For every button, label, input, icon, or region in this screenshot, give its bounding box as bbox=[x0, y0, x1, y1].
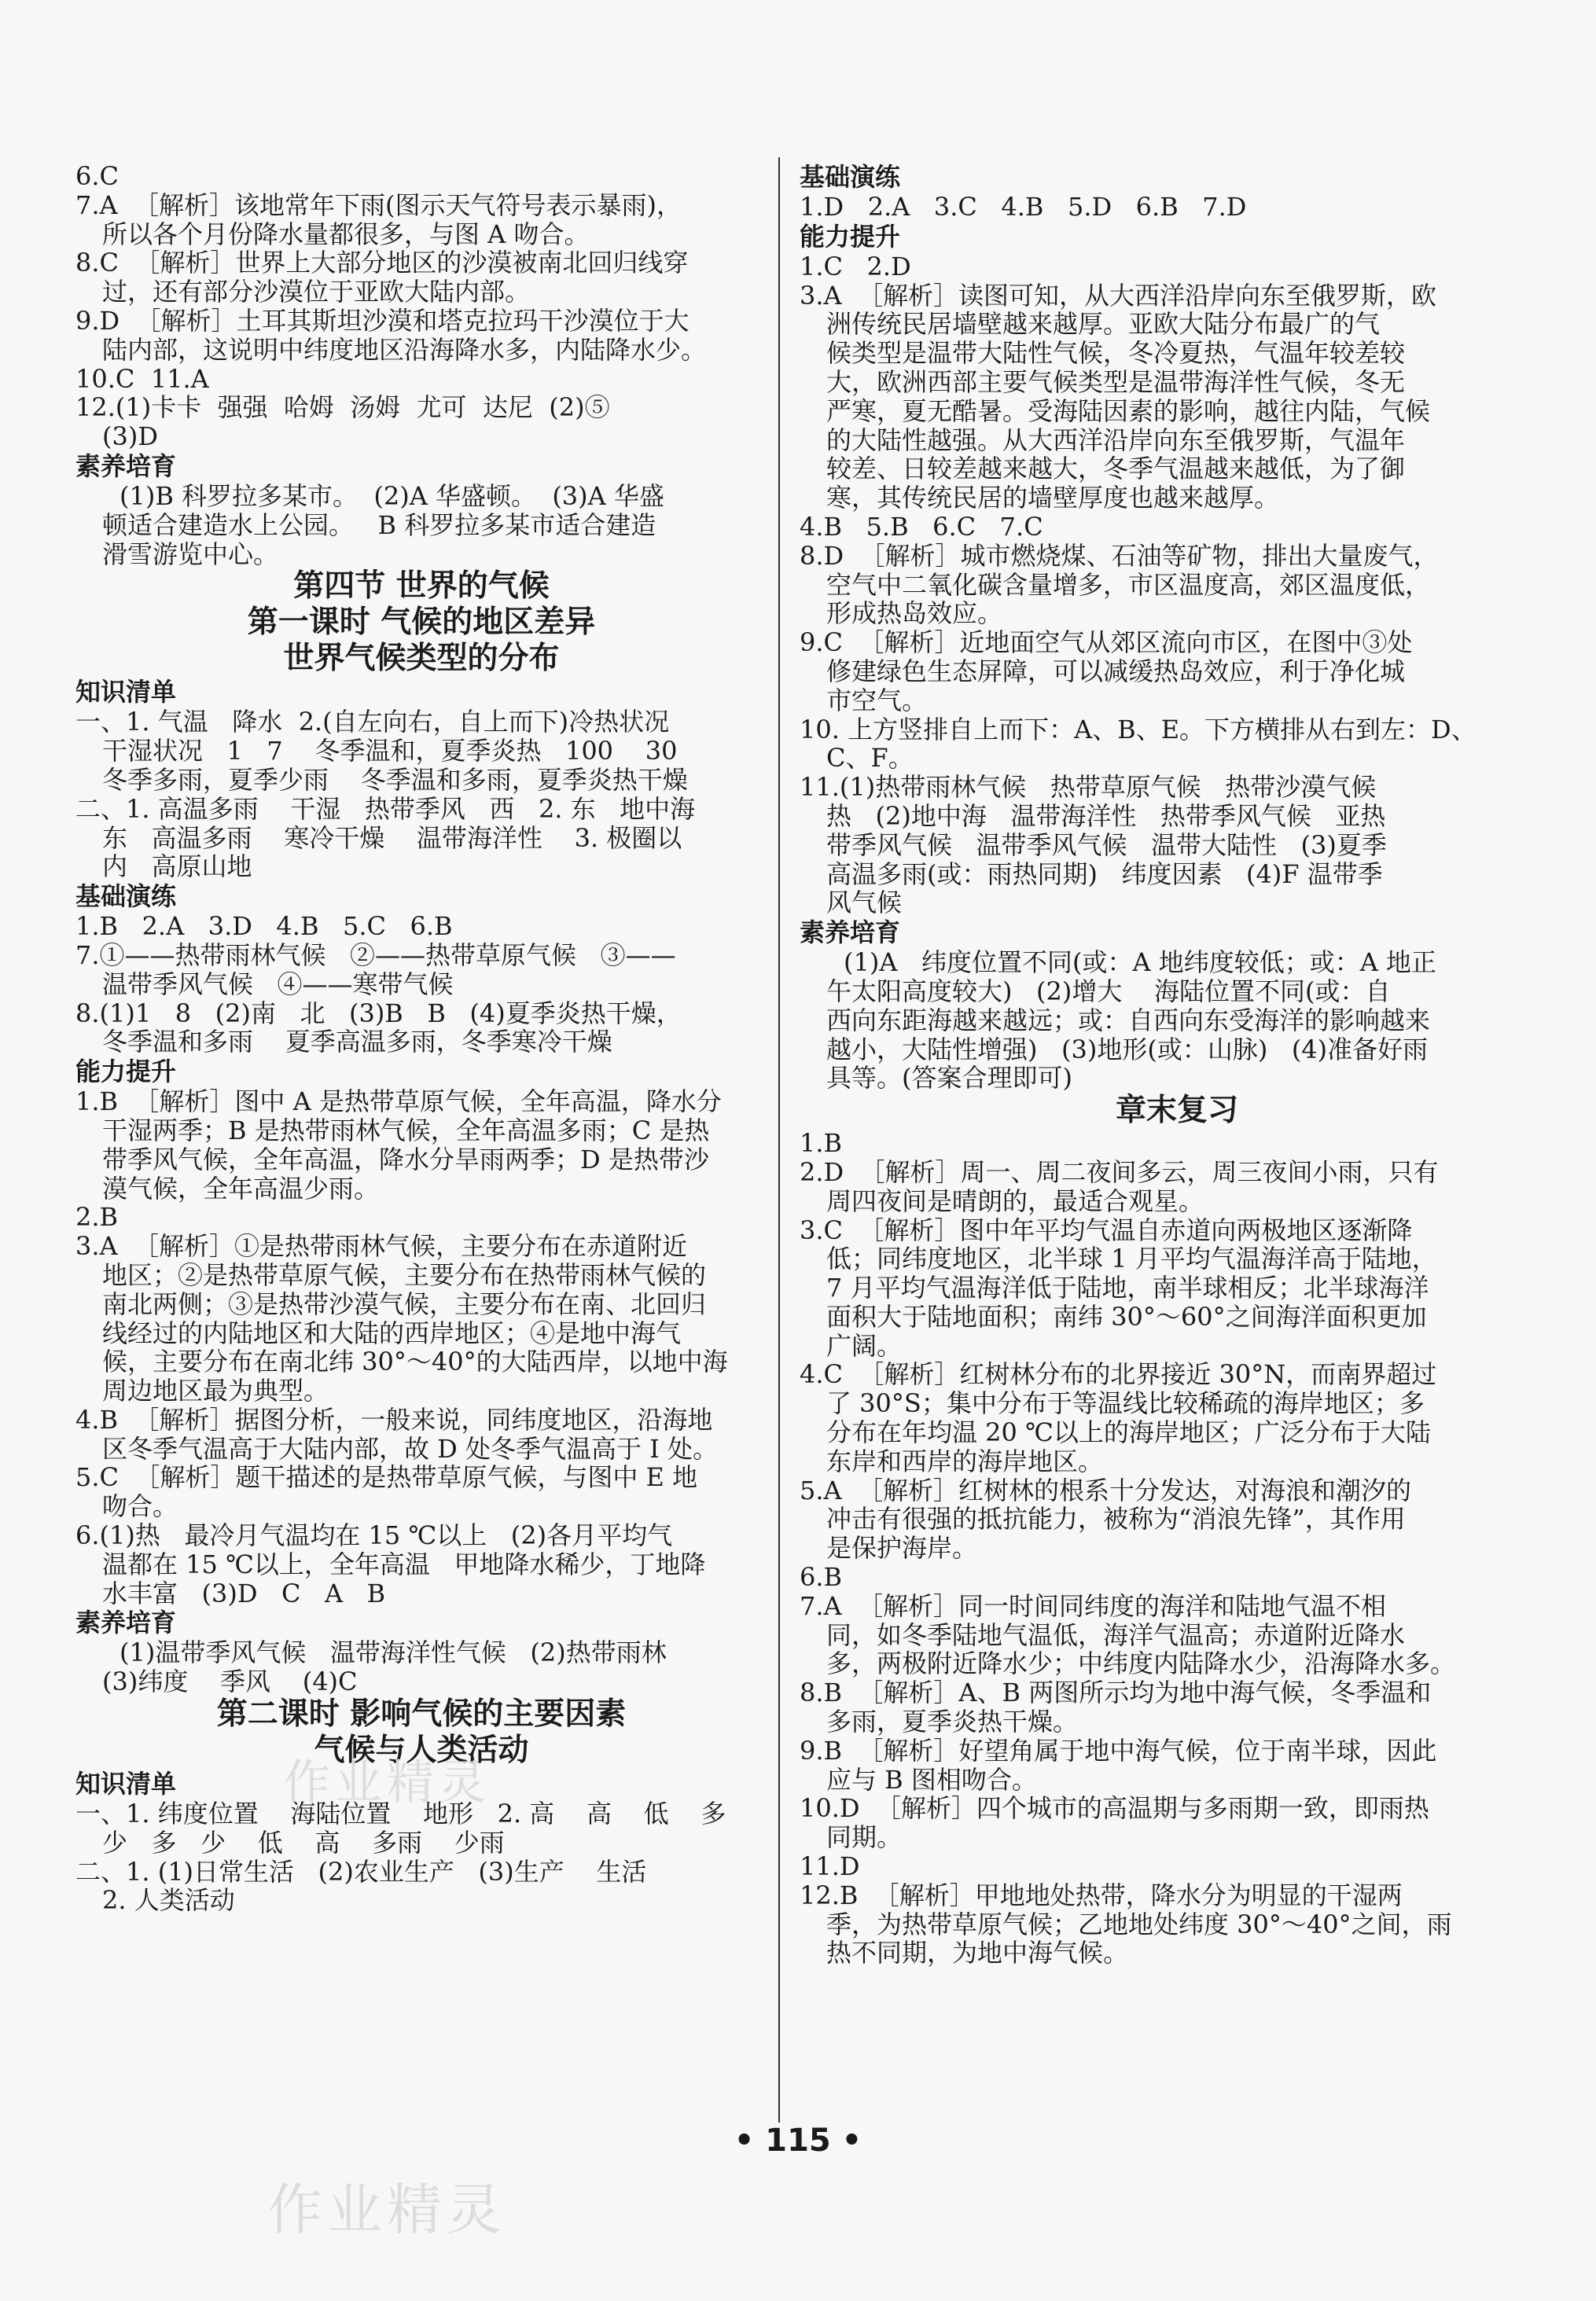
answer-continuation: 形成热岛效应。 bbox=[826, 598, 1003, 629]
answer-continuation: 洲传统民居墙壁越来越厚。亚欧大陆分布最广的气 bbox=[826, 309, 1381, 340]
answer-continuation: 同期。 bbox=[826, 1822, 903, 1853]
answer-line: 7.①——热带雨林气候 ②——热带草原气候 ③—— bbox=[75, 939, 676, 970]
answer-line: 9.B ［解析］好望角属于地中海气候，位于南半球，因此 bbox=[800, 1735, 1437, 1766]
answer-line: (1)A 纬度位置不同(或：A 地纬度较低；或：A 地正 bbox=[844, 947, 1437, 978]
answer-line: 10.C 11.A bbox=[75, 363, 209, 394]
answer-continuation: 午太阳高度较大) (2)增大 海陆位置不同(或：自 bbox=[826, 976, 1391, 1006]
answer-continuation: 分布在年均温 20 ℃以上的海岸地区；广泛分布于大陆 bbox=[826, 1417, 1431, 1448]
section-heading: 素养培育 bbox=[75, 1608, 177, 1638]
lesson-title: 第四节 世界的气候 bbox=[293, 568, 550, 605]
answer-line: 2.B bbox=[75, 1202, 119, 1233]
answer-line: 7.A ［解析］同一时间同纬度的海洋和陆地气温不相 bbox=[800, 1590, 1386, 1621]
answer-continuation: 大，欧洲西部主要气候类型是温带海洋性气候，冬无 bbox=[826, 366, 1406, 397]
answer-continuation: 应与 B 图相吻合。 bbox=[826, 1764, 1037, 1795]
answer-line: 4.B ［解析］据图分析，一般来说，同纬度地区，沿海地 bbox=[75, 1404, 713, 1435]
answer-continuation: 是保护海岸。 bbox=[826, 1533, 978, 1564]
answer-line: 9.D ［解析］土耳其斯坦沙漠和塔克拉玛干沙漠位于大 bbox=[75, 305, 690, 336]
answer-line: 二、1. (1)日常生活 (2)农业生产 (3)生产 生活 bbox=[75, 1856, 647, 1887]
answer-line: 3.A ［解析］读图可知，从大西洋沿岸向东至俄罗斯，欧 bbox=[800, 280, 1436, 311]
answer-line: 二、1. 高温多雨 干湿 热带季风 西 2. 东 地中海 bbox=[75, 793, 696, 824]
section-heading: 素养培育 bbox=[75, 450, 177, 481]
answer-continuation: 7 月平均气温海洋低于陆地，南半球相反；北半球海洋 bbox=[826, 1273, 1429, 1303]
answer-line: 5.C ［解析］题干描述的是热带草原气候，与图中 E 地 bbox=[75, 1462, 698, 1493]
answer-line: 12.B ［解析］甲地地处热带，降水分为明显的干湿两 bbox=[800, 1880, 1403, 1910]
answer-line: 1.B 2.A 3.D 4.B 5.C 6.B bbox=[75, 911, 453, 942]
answer-continuation: 带季风气候，全年高温，降水分旱雨两季；D 是热带沙 bbox=[102, 1144, 709, 1174]
answer-continuation: 修建绿色生态屏障，可以减缓热岛效应，利于净化城 bbox=[826, 656, 1406, 686]
answer-continuation: 顿适合建造水上公园。 B 科罗拉多某市适合建造 bbox=[102, 509, 656, 540]
watermark-mid: 作业精灵 bbox=[283, 1755, 491, 1810]
answer-continuation: 市空气。 bbox=[826, 685, 928, 715]
answer-continuation: 区冬季气温高于大陆内部，故 D 处冬季气温高于 I 处。 bbox=[102, 1433, 718, 1464]
answer-continuation: 低；同纬度地区，北半球 1 月平均气温海洋高于陆地， bbox=[826, 1244, 1437, 1274]
answer-continuation: 寒，其传统民居的墙壁厚度也越来越厚。 bbox=[826, 483, 1280, 513]
answer-continuation: 候，主要分布在南北纬 30°～40°的大陆西岸，以地中海 bbox=[102, 1347, 728, 1377]
answer-line: 一、1. 气温 降水 2.(自左向右，自上而下)冷热状况 bbox=[75, 707, 670, 737]
answer-continuation: 2. 人类活动 bbox=[102, 1885, 235, 1916]
answer-line: 一、1. 纬度位置 海陆位置 地形 2. 高 高 低 多 bbox=[75, 1799, 726, 1829]
section-heading: 能力提升 bbox=[800, 221, 901, 252]
section-heading: 素养培育 bbox=[800, 917, 901, 948]
answer-line: 5.A ［解析］红树林的根系十分发达，对海浪和潮汐的 bbox=[800, 1475, 1411, 1505]
answer-line: 11.D bbox=[800, 1851, 860, 1882]
answer-continuation: 冬季多雨，夏季少雨 冬季温和多雨，夏季炎热干燥 bbox=[102, 764, 688, 795]
answer-continuation: 地区；②是热带草原气候，主要分布在热带雨林气候的 bbox=[102, 1259, 707, 1290]
answer-continuation: 越小，大陆性增强) (3)地形(或：山脉) (4)准备好雨 bbox=[826, 1034, 1429, 1064]
lesson-title: 章末复习 bbox=[1115, 1093, 1238, 1129]
answer-line: 6.B bbox=[800, 1562, 843, 1593]
section-heading: 能力提升 bbox=[75, 1057, 177, 1087]
answer-continuation: 陆内部，这说明中纬度地区沿海降水多，内陆降水少。 bbox=[102, 334, 707, 365]
lesson-title: 气候与人类活动 bbox=[314, 1733, 529, 1769]
answer-continuation: 内 高原山地 bbox=[102, 851, 252, 882]
answer-continuation: 滑雪游览中心。 bbox=[102, 538, 279, 569]
column-divider bbox=[778, 157, 780, 2123]
answer-line: 10. 上方竖排自上而下：A、B、E。下方横排从右到左：D、 bbox=[800, 714, 1476, 744]
answer-line: 11.(1)热带雨林气候 热带草原气候 热带沙漠气候 bbox=[800, 772, 1377, 803]
answer-continuation: 的大陆性越强。从大西洋沿岸向东至俄罗斯，气温年 bbox=[826, 425, 1406, 455]
answer-continuation: 周边地区最为典型。 bbox=[102, 1376, 329, 1406]
answer-continuation: 西向东距海越来越远；或：自西向东受海洋的影响越来 bbox=[826, 1005, 1431, 1035]
answer-line: 7.A ［解析］该地常年下雨(图示天气符号表示暴雨)， bbox=[75, 189, 682, 220]
section-heading: 知识清单 bbox=[75, 1769, 177, 1799]
answer-continuation: 冲击有很强的抵抗能力，被称为“消浪先锋”，其作用 bbox=[826, 1504, 1406, 1535]
answer-line: 10.D ［解析］四个城市的高温期与多雨期一致，即雨热 bbox=[800, 1793, 1429, 1824]
answer-continuation: 漠气候，全年高温少雨。 bbox=[102, 1173, 380, 1204]
answer-continuation: 空气中二氧化碳含量增多，市区温度高，郊区温度低， bbox=[826, 569, 1431, 600]
answer-continuation: 较差、日较差越来越大，冬季气温越来越低，为了御 bbox=[826, 454, 1406, 484]
answer-line: 8.B ［解析］A、B 两图所示均为地中海气候，冬季温和 bbox=[800, 1678, 1432, 1708]
answer-line: 8.D ［解析］城市燃烧煤、石油等矿物，排出大量废气， bbox=[800, 540, 1439, 571]
answer-line: 8.C ［解析］世界上大部分地区的沙漠被南北回归线穿 bbox=[75, 248, 689, 278]
answer-line: 6.(1)热 最冷月气温均在 15 ℃以上 (2)各月平均气 bbox=[75, 1520, 673, 1551]
lesson-title: 第一课时 气候的地区差异 bbox=[247, 605, 596, 641]
answer-continuation: C、F。 bbox=[826, 743, 914, 774]
answer-continuation: 干湿状况 1 7 冬季温和，夏季炎热 100 30 bbox=[102, 736, 678, 766]
answer-continuation: 少 多 少 低 高 多雨 少雨 bbox=[102, 1827, 505, 1858]
answer-continuation: 线经过的内陆地区和大陆的西岸地区；④是地中海气 bbox=[102, 1318, 682, 1348]
answer-continuation: 冬季温和多雨 夏季高温多雨，冬季寒冷干燥 bbox=[102, 1027, 612, 1057]
section-heading: 知识清单 bbox=[75, 677, 177, 708]
answer-continuation: 水丰富 (3)D C A B bbox=[102, 1578, 386, 1608]
answer-continuation: 风气候 bbox=[826, 888, 903, 918]
answer-continuation: 温都在 15 ℃以上，全年高温 甲地降水稀少，丁地降 bbox=[102, 1549, 706, 1579]
answer-continuation: 多，两极附近降水少；中纬度内陆降水少，沿海降水多。 bbox=[826, 1649, 1456, 1679]
answer-continuation: 热不同期，为地中海气候。 bbox=[826, 1938, 1129, 1968]
answer-line: 1.B ［解析］图中 A 是热带草原气候，全年高温，降水分 bbox=[75, 1086, 722, 1117]
answer-continuation: 温带季风气候 ④——寒带气候 bbox=[102, 969, 454, 999]
lesson-title: 世界气候类型的分布 bbox=[283, 641, 560, 677]
answer-continuation: 带季风气候 温带季风气候 温带大陆性 (3)夏季 bbox=[826, 829, 1387, 860]
answer-continuation: 多雨，夏季炎热干燥。 bbox=[826, 1707, 1079, 1737]
answer-continuation: 具等。(答案合理即可) bbox=[826, 1063, 1072, 1094]
answer-line: 12.(1)卡卡 强强 哈姆 汤姆 尤可 达尼 (2)⑤ bbox=[75, 392, 610, 423]
answer-continuation: 候类型是温带大陆性气候，冬冷夏热，气温年较差较 bbox=[826, 338, 1406, 369]
lesson-title: 第二课时 影响气候的主要因素 bbox=[216, 1696, 627, 1733]
answer-continuation: 南北两侧；③是热带沙漠气候，主要分布在南、北回归 bbox=[102, 1288, 707, 1319]
answer-line: 6.C bbox=[75, 161, 120, 191]
answer-continuation: 东 高温多雨 寒冷干燥 温带海洋性 3. 极圈以 bbox=[102, 822, 682, 853]
answer-line: 9.C ［解析］近地面空气从郊区流向市区，在图中③处 bbox=[800, 627, 1413, 658]
answer-continuation: 吻合。 bbox=[102, 1491, 178, 1522]
answer-line: 3.A ［解析］①是热带雨林气候，主要分布在赤道附近 bbox=[75, 1231, 687, 1262]
answer-continuation: 广阔。 bbox=[826, 1330, 903, 1361]
answer-continuation: 了 30°S；集中分布于等温线比较稀疏的海岸地区；多 bbox=[826, 1388, 1425, 1419]
answer-line: 4.B 5.B 6.C 7.C bbox=[800, 511, 1043, 542]
answer-continuation: 热 (2)地中海 温带海洋性 热带季风气候 亚热 bbox=[826, 800, 1386, 831]
answer-line: 4.C ［解析］红树林分布的北界接近 30°N，而南界超过 bbox=[800, 1359, 1437, 1390]
answer-line: (1)B 科罗拉多某市。 (2)A 华盛顿。 (3)A 华盛 bbox=[120, 480, 664, 511]
left-column bbox=[75, 162, 767, 1915]
section-heading: 基础演练 bbox=[75, 881, 177, 912]
answer-continuation: 周四夜间是晴朗的，最适合观星。 bbox=[826, 1185, 1204, 1216]
answer-line: 1.D 2.A 3.C 4.B 5.D 6.B 7.D bbox=[800, 192, 1247, 222]
answer-continuation: 同，如冬季陆地气温低，海洋气温高；赤道附近降水 bbox=[826, 1619, 1406, 1650]
answer-line: 8.(1)1 8 (2)南 北 (3)B B (4)夏季炎热干燥， bbox=[75, 998, 682, 1028]
answer-line: 3.C ［解析］图中年平均气温自赤道向两极地区逐渐降 bbox=[800, 1215, 1413, 1245]
answer-continuation: 季，为热带草原气候；乙地地处纬度 30°～40°之间，雨 bbox=[826, 1909, 1452, 1939]
watermark: 作业精灵 bbox=[267, 2178, 506, 2242]
section-heading: 基础演练 bbox=[800, 162, 901, 192]
answer-continuation: 干湿两季；B 是热带雨林气候，全年高温多雨；C 是热 bbox=[102, 1115, 710, 1145]
answer-line: (1)温带季风气候 温带海洋性气候 (2)热带雨林 bbox=[120, 1638, 667, 1668]
page-number: • 115 • bbox=[734, 2123, 862, 2159]
answer-line: 1.C 2.D bbox=[800, 251, 911, 281]
answer-line: 1.B bbox=[800, 1128, 843, 1159]
answer-continuation: 东岸和西岸的海岸地区。 bbox=[826, 1446, 1104, 1476]
answer-line: 2.D ［解析］周一、周二夜间多云，周三夜间小雨，只有 bbox=[800, 1156, 1439, 1187]
answer-continuation: 严寒，夏无酷暑。受海陆因素的影响，越往内陆，气候 bbox=[826, 395, 1431, 426]
answer-continuation: 过，还有部分沙漠位于亚欧大陆内部。 bbox=[102, 277, 531, 307]
right-column bbox=[800, 162, 1554, 1968]
answer-continuation: 高温多雨(或：雨热同期) 纬度因素 (4)F 温带季 bbox=[826, 858, 1383, 889]
answer-continuation: 面积大于陆地面积；南纬 30°～60°之间海洋面积更加 bbox=[826, 1301, 1427, 1332]
answer-continuation: 所以各个月份降水量都很多，与图 A 吻合。 bbox=[102, 219, 590, 249]
answer-continuation: (3)纬度 季风 (4)C bbox=[102, 1667, 358, 1697]
answer-continuation: (3)D bbox=[102, 421, 158, 452]
